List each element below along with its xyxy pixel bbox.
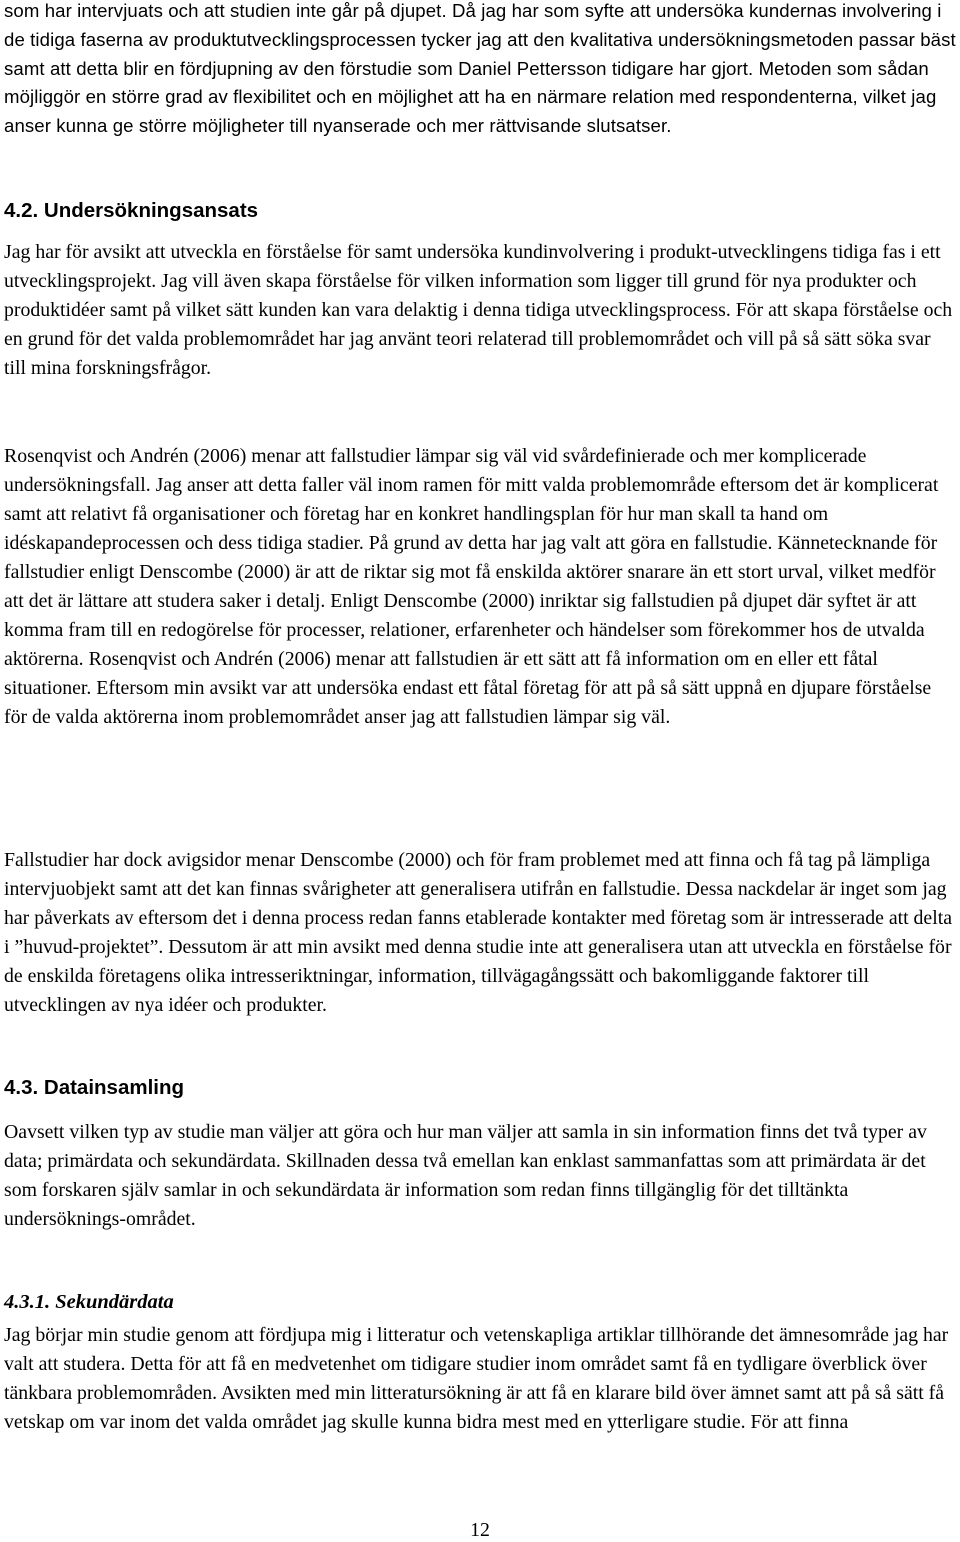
section-heading-4-2: 4.2. Undersökningsansats xyxy=(4,199,259,222)
section-heading-4-3: 4.3. Datainsamling xyxy=(4,1076,185,1099)
intro-paragraph xyxy=(4,0,956,141)
intro-paragraph-part1: som har intervjuats och att studien inte går på djupet. xyxy=(4,0,452,21)
section-heading-4-3-1: 4.3.1. Sekundärdata xyxy=(4,1291,174,1313)
section-4-2-paragraph-1: Jag har för avsikt att utveckla en förståelse för samt undersöka kundinvolvering i produkt-utvecklingens tidiga fas i ett utvecklingsprojekt. Jag vill även skapa förståelse för vilken information som ligger till grund för nya produkter och produktidéer samt på vilket sätt kunden kan vara delaktig i denna tidiga utvecklingsprocess. För att skapa förståelse och en grund för det valda problemområdet har jag använt teori relaterad till problemområdet och vill på så sätt söka svar till mina forskningsfrågor. xyxy=(4,241,953,379)
section-4-3-paragraph-1: Oavsett vilken typ av studie man väljer att göra och hur man väljer att samla in sin information finns det två typer av data; primärdata och sekundärdata. Skillnaden dessa två emellan kan enklast sammanfattas som att primärdata är det som forskaren själv samlar in och sekundärdata är information som redan finns tillgänglig för det tilltänkta undersöknings-området. xyxy=(4,1121,927,1230)
section-4-3-1-paragraph-1: Jag börjar min studie genom att fördjupa mig i litteratur och vetenskapliga artiklar tillhörande det ämnesområde jag har valt att studera. Detta för att få en medvetenhet om tidigare studier inom området samt få en tydligare överblick över tänkbara problemområden. Avsikten med min litteratursökning är att få en klarare bild över ämnet samt att på så sätt få vetskap om var inom det valda området jag skulle kunna bidra mest med en ytterligare studie. För att finna xyxy=(4,1324,949,1433)
intro-paragraph-part2: Då jag har som syfte att undersöka kundernas involvering i de tidiga faserna av produktutvecklingsprocessen tycker jag att den kvalitativa undersökningsmetoden passar bäst samt att detta blir en fördjupning av den förstudie som Daniel Pettersson tidigare har gjort. Metoden som sådan möjliggör en större grad av flexibilitet och en möjlighet att ha en närmare relation med respondenterna, vilket jag anser kunna ge större möjligheter till nyanserade och mer rättvisande slutsatser. xyxy=(4,0,956,137)
section-4-2-paragraph-2: Rosenqvist och Andrén (2006) menar att fallstudier lämpar sig väl vid svårdefinierade och mer komplicerade undersökningsfall. Jag anser att detta faller väl inom ramen för mitt valda problemområde eftersom det är komplicerat samt att relativt få organisationer och företag har en konkret handlingsplan för hur man skall ta hand om idéskapandeprocessen och dess tidiga stadier. På grund av detta har jag valt att göra en fallstudie. Kännetecknande för fallstudier enligt Denscombe (2000) är att de riktar sig mot få enskilda aktörer snarare än ett stort urval, vilket medför att det är lättare att studera saker i detalj. Enligt Denscombe (2000) inriktar sig fallstudien på djupet där syftet är att komma fram till en redogörelse för processer, relationer, erfarenheter och händelser som förekommer hos de utvalda aktörerna. Rosenqvist och Andrén (2006) menar att fallstudien är ett sätt att få information om en eller ett fåtal situationer. Eftersom min avsikt var att undersöka endast ett fåtal företag för att på så sätt uppnå en djupare förståelse för de valda aktörerna inom problemområdet anser jag att fallstudien lämpar sig väl. xyxy=(4,445,939,728)
section-4-2-paragraph-3: Fallstudier har dock avigsidor menar Denscombe (2000) och för fram problemet med att finna och få tag på lämpliga intervjuobjekt samt att det kan finnas svårigheter att generalisera utifrån en fallstudie. Dessa nackdelar är inget som jag har påverkats av eftersom det i denna process redan fanns etablerade kontakter med företag som är intresserade att delta i ”huvud-projektet”. Dessutom är att min avsikt med denna studie inte att generalisera utan att utveckla en förståelse för de enskilda företagens olika intresseriktningar, information, tillvägagångssätt och bakomliggande faktorer till utvecklingen av nya idéer och produkter. xyxy=(4,849,952,1016)
page-number: 12 xyxy=(470,1519,490,1541)
